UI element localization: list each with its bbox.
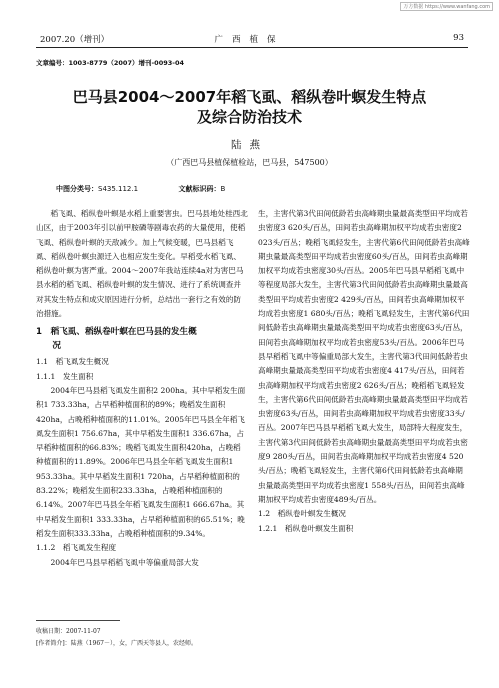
clc-value: S435.112.1 — [98, 185, 139, 193]
section-1-heading: 1 稻飞虱、稻纵卷叶螟在巴马县的发生概 — [36, 327, 197, 338]
received-date: 收稿日期：2007-11-07 — [36, 628, 101, 635]
section-1-heading-cont: 况 — [52, 341, 61, 352]
classification-line — [56, 184, 225, 194]
doc-code-label: 文献标识码： — [178, 185, 221, 193]
degree-paragraph-start: 2004年巴马县早稻稻飞虱中等偏重局部大发 — [50, 557, 199, 567]
article-title-line-1: 巴马县2004～2007年稻飞虱、稻纵卷叶螟发生特点 — [72, 88, 427, 106]
subsection-1-1-1-heading: 1.1.1 发生面积 — [36, 371, 94, 381]
header-rule — [36, 47, 468, 48]
journal-name: 广西植保 — [214, 35, 285, 45]
watermark-stamp: 万方数据 https://www.wanfang.com — [400, 2, 493, 11]
doc-code-value: B — [220, 185, 226, 193]
footnote-rule — [36, 620, 120, 621]
left-column — [36, 207, 248, 570]
area-paragraph: 2004年巴马县稻飞虱发生面积2 200ha。其中早稻发生面积1 733.33ha，占早稻种植面积的89%；晚稻发生面积420ha，占晚稻种植面积的11.01%。2005年巴马县全年稻飞虱发生面积1 756.67ha，其中早稻发生面积1 336.67ha，占早稻种植面积的66.83%；晚稻飞虱发生面积420ha，占晚稻种植面积的11.89%。2006年巴马县全年稻飞虱发生面积1 953.33ha。其中早稻发生面积1 720ha，占早稻种植面积的83.22%；晚稻发生面积233.33ha，占晚稻种植面积的6.14%。2007年巴马县全年稻飞虱发生面积1 666.67ha。其中早稻发生面积1 333.33ha，占早稻种植面积的65.51%；晚稻发生面积333.33ha，占晚稻种植面积的9.34%。 — [36, 385, 246, 538]
author-bio: [作者简介]：陆燕（1967－），女，广西天等县人，农经师。 — [36, 640, 197, 647]
author-affiliation: （广西巴马县植保植检站，巴马县，547500） — [166, 158, 333, 167]
issue-label: 2007.20（增刊） — [40, 35, 110, 45]
subsection-1-1-heading: 1.1 稻飞虱发生概况 — [36, 357, 109, 367]
article-title-line-2: 及综合防治技术 — [196, 108, 302, 126]
page-number: 93 — [453, 33, 464, 43]
subsection-1-2-1-heading: 1.2.1 稻纵卷叶螟发生面积 — [258, 523, 354, 533]
subsection-1-2-heading: 1.2 稻纵卷叶螟发生概况 — [258, 509, 347, 519]
author-name: 陆燕 — [231, 139, 268, 151]
clc-label: 中图分类号： — [56, 185, 98, 193]
intro-paragraph: 稻飞虱、稻纵卷叶螟是水稻上重要害虫。巴马县地处桂西北山区，由于2003年引以前甲胺磷等剧毒农药的大量使用，使稻飞虱、稻纵卷叶螟的天敌减少。加上气候变暖，巴马县稻飞虱、稻纵卷叶螟虫源迁入也相应发生变化。早稻受水稻飞虱、稻纵卷叶螟为害严重。2004～2007年我站连续4a对为害巴马县水稻的稻飞虱、稻纵卷叶螟的发生情况、进行了系统调查并对其发生特点和成灾原因进行分析，总结出一套行之有效的防治措施。 — [36, 209, 248, 319]
article-number: 文章编号：1003-8779（2007）增刊-0093-04 — [36, 59, 185, 67]
degree-paragraph-cont: 生，主害代第3代田间低龄若虫高峰期虫量最高类型田平均成若虫密度3 620头/百丛，田间若虫高峰期加权平均成若虫密度2 023头/百丛；晚稻飞虱轻发生，主害代第6代田间低龄若虫高峰期虫量最高类型田平均成若虫密度60头/百丛，田间若虫高峰期加权平均成若虫密度30头/百丛。2005年巴马县早稻稻飞虱中等程度局部大发生，主害代第3代田间低龄若虫高峰期虫量最高类型田平均成若虫密度2 429头/百丛，田间若虫高峰期加权平均成若虫密度1 680头/百丛；晚稻飞虱轻发生，主害代第6代田间低龄若虫高峰期虫量最高类型田平均成若虫密度63头/百丛，田间若虫高峰期加权平均成若虫密度53头/百丛。2006年巴马县早稻稻飞虱中等偏重局部大发生，主害代第3代田间低龄若虫高峰期虫量最高类型田平均成若虫密度4 417头/百丛，田间若虫高峰期加权平均成若虫密度2 626头/百丛；晚稻稻飞虱轻发生，主害代第6代田间低龄若虫高峰期虫量最高类型田平均成若虫密度63头/百丛，田间若虫高峰期加权平均成若虫密度33头/百丛。2007年巴马县早稻稻飞虱大发生，局部特大程度发生，主害代第3代田间低龄若虫高峰期虫量最高类型田平均成若虫密度9 280头/百丛，田间若虫高峰期加权平均成若虫密度4 520头/百丛；晚稻飞虱轻发生，主害代第6代田间低龄若虫高峰期虫量最高类型田平均成若虫密度1 558头/百丛，田间若虫高峰期加权平均成若虫密度489头/百丛。 — [258, 209, 470, 504]
right-column — [258, 207, 470, 536]
subsection-1-1-2-heading: 1.1.2 稻飞虱发生程度 — [36, 543, 117, 553]
